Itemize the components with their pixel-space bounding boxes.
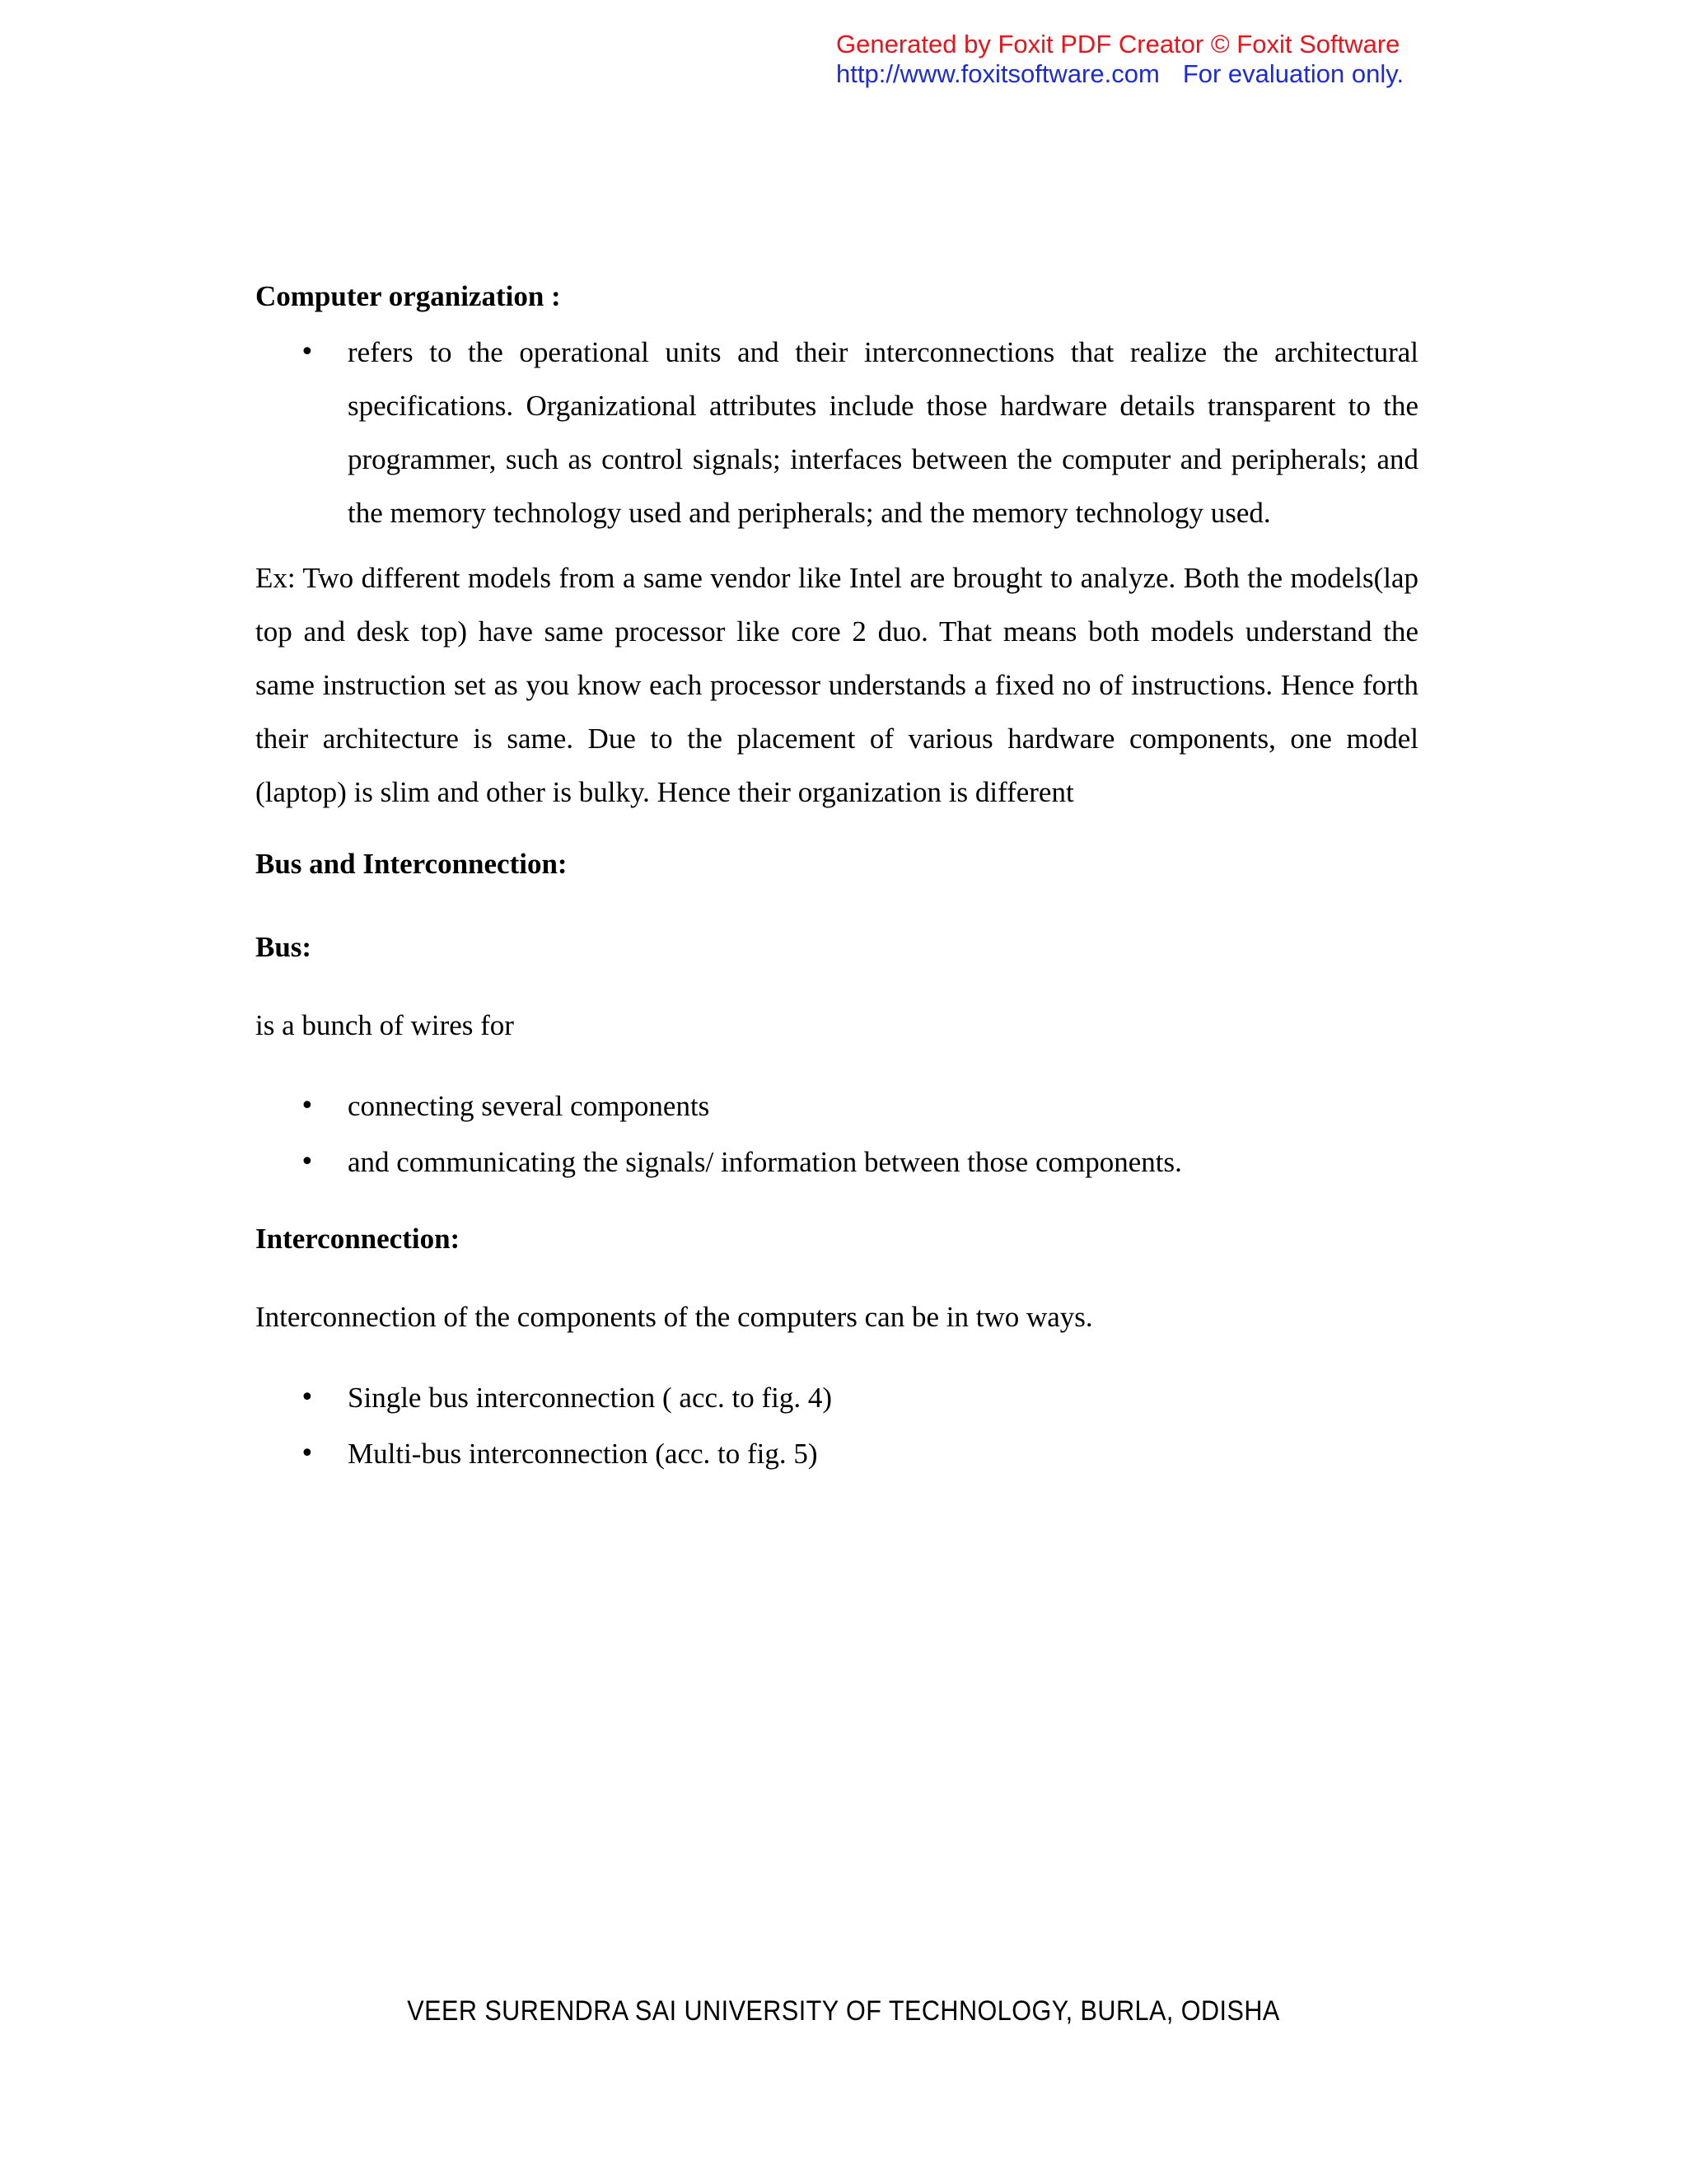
watermark-line2 (836, 59, 1660, 89)
watermark-note: For evaluation only. (1182, 59, 1404, 88)
bullet-icon: • (300, 338, 315, 367)
heading-interconnection: Interconnection: (255, 1223, 460, 1255)
interconnection-list (255, 1370, 1418, 1482)
watermark-url[interactable]: http://www.foxitsoftware.com (836, 59, 1160, 88)
list-item (300, 1370, 1418, 1426)
document-body (255, 276, 1418, 1482)
definition-text: refers to the operational units and their interconnections that realize the architectural specifications. Organizational attributes include those hardware details transparent to the programmer, such as control signals; interfaces between the computer and peripherals; and the memory technology used and peripherals; and the memory technology used. (348, 336, 1418, 529)
heading-computer-organization: Computer organization : (255, 280, 561, 312)
list-item-text: Multi-bus interconnection (acc. to fig. 5) (348, 1438, 818, 1470)
heading-bus: Bus: (255, 931, 312, 963)
heading-bus-and-interconnection: Bus and Interconnection: (255, 848, 568, 880)
watermark-title: Generated by Foxit PDF Creator © Foxit Software (836, 30, 1400, 58)
bullet-icon: • (300, 1439, 315, 1468)
list-item-text: connecting several components (348, 1090, 710, 1122)
list-item (300, 1078, 1418, 1134)
computer-organization-list (255, 325, 1418, 540)
list-item-text: and communicating the signals/ information between those components. (348, 1146, 1182, 1178)
list-item (300, 325, 1418, 540)
bus-intro: is a bunch of wires for (255, 1009, 514, 1041)
example-paragraph: Ex: Two different models from a same vendor like Intel are brought to analyze. Both the models(lap top and desk top) have same processor like core 2 duo. That means both models understand the same instruction set as you know each processor understands a fixed no of instructions. Hence forth their architecture is same. Due to the placement of various hardware components, one model (laptop) is slim and other is bulky. Hence their organization is different (255, 562, 1418, 808)
list-item-text: Single bus interconnection ( acc. to fig. 4) (348, 1382, 833, 1414)
bullet-icon: • (300, 1092, 315, 1120)
bus-list (255, 1078, 1418, 1190)
interconnection-intro: Interconnection of the components of the computers can be in two ways. (255, 1301, 1093, 1333)
list-item (300, 1134, 1418, 1190)
bullet-icon: • (300, 1148, 315, 1176)
foxit-watermark (836, 30, 1660, 89)
list-item (300, 1426, 1418, 1482)
page-footer: VEER SURENDRA SAI UNIVERSITY OF TECHNOLOGY, BURLA, ODISHA (407, 1995, 1280, 2027)
bullet-icon: • (300, 1383, 315, 1412)
